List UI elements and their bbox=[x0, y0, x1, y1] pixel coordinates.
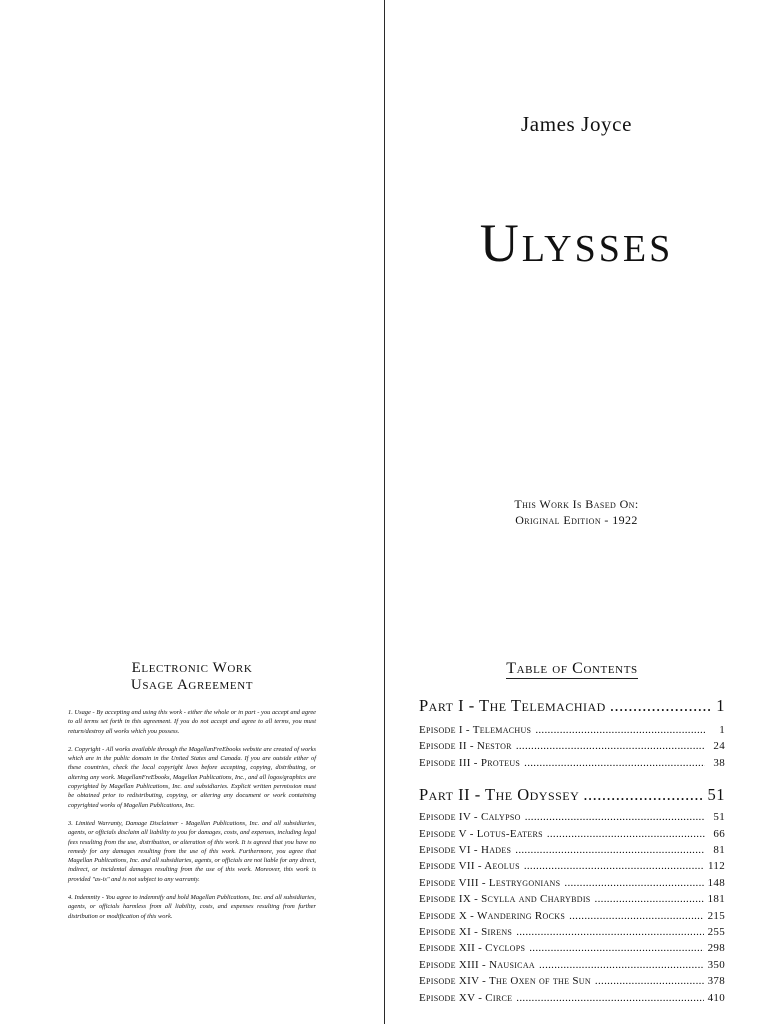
toc-leader-dots bbox=[525, 809, 705, 825]
edition-note bbox=[385, 496, 768, 528]
toc-leader-dots bbox=[524, 858, 704, 874]
toc-episode[interactable] bbox=[419, 990, 725, 1006]
toc-episode-page: 181 bbox=[707, 893, 725, 906]
toc-episode-label: Episode XIV - The Oxen of the Sun bbox=[419, 975, 591, 988]
toc-leader-dots bbox=[583, 785, 703, 805]
toc-episode-label: Episode XIII - Nausicaa bbox=[419, 958, 535, 971]
toc-episode-label: Episode VIII - Lestrygonians bbox=[419, 876, 561, 889]
toc-part-page: 1 bbox=[716, 696, 725, 715]
toc-episode[interactable] bbox=[419, 842, 725, 858]
edition-note-line: This Work Is Based On: bbox=[514, 497, 639, 511]
toc-episode-page: 410 bbox=[707, 991, 725, 1004]
toc-episode-label: Episode XV - Circe bbox=[419, 991, 513, 1004]
usage-agreement bbox=[68, 660, 316, 930]
toc-episode-list bbox=[419, 722, 725, 771]
agreement-title-line: Usage Agreement bbox=[130, 677, 254, 693]
toc-episode-label: Episode V - Lotus-Eaters bbox=[419, 827, 543, 840]
toc-episode-page: 81 bbox=[713, 844, 725, 857]
toc-episode[interactable] bbox=[419, 940, 725, 956]
toc-leader-dots bbox=[610, 696, 712, 716]
toc-episode-page: 378 bbox=[707, 975, 725, 988]
toc-episode-label: Episode VI - Hades bbox=[419, 844, 512, 857]
toc-episode-label: Episode I - Telemachus bbox=[419, 724, 532, 736]
toc-leader-dots bbox=[515, 842, 705, 858]
toc-episode-page: 112 bbox=[708, 860, 725, 873]
toc-episode-page: 24 bbox=[713, 740, 725, 753]
agreement-title-line: Electronic Work bbox=[131, 660, 253, 676]
toc-part-label: Part II - The Odyssey bbox=[419, 785, 580, 805]
toc-leader-dots bbox=[529, 940, 703, 956]
toc-episode-page: 350 bbox=[707, 958, 725, 971]
toc-leader-dots bbox=[516, 738, 705, 754]
toc-episode-list bbox=[419, 809, 725, 1006]
toc-episode[interactable] bbox=[419, 858, 725, 874]
toc-episode-page: 51 bbox=[713, 811, 725, 824]
agreement-clauses bbox=[68, 708, 316, 921]
toc-leader-dots bbox=[564, 875, 703, 891]
toc-part-page: 51 bbox=[707, 785, 725, 805]
toc-episode-label: Episode IX - Scylla and Charybdis bbox=[419, 893, 591, 906]
toc-episode[interactable] bbox=[419, 738, 725, 754]
agreement-clause-indemnity: 4. Indemnity - You agree to indemnify and hold Magellan Publications, Inc. and all subsidiaries, agents, or officials harmless from all liability, costs, and expenses resulting from further distribution or modification of this work. bbox=[68, 894, 316, 920]
toc-episode-label: Episode XII - Cyclops bbox=[419, 942, 526, 955]
toc-leader-dots bbox=[516, 924, 703, 940]
toc-episode[interactable] bbox=[419, 826, 725, 842]
toc-leader-dots bbox=[569, 908, 704, 924]
toc-episode-page: 215 bbox=[707, 909, 725, 922]
toc-leader-dots bbox=[516, 990, 703, 1006]
toc-leader-dots bbox=[595, 973, 704, 989]
toc-leader-dots bbox=[595, 891, 704, 907]
toc-episode[interactable] bbox=[419, 809, 725, 825]
agreement-clause-warranty: 3. Limited Warranty, Damage Disclaimer - Magellan Publications, Inc. and all subsidiaries, agents, or officials disclaim all liability to you for damages, costs, and expenses, including legal fees resulting from the use, distribution, or alteration of this work. It is agreed that you have no remedy for any damages resulting from the use of this work. Furthermore, you agree that Magellan Publications, Inc. and all subsidiaries, agents, or officials are not liable for any direct, indirect, or incidental damages resulting from the use of this work. Moreover, this work is provided "as-is" and is not subject to any warranty. bbox=[68, 819, 316, 883]
agreement-clause-copyright: 2. Copyright - All works available through the MagellanFreEbooks website are created of works which are in the public domain in the United States and Canada. If you are outside either of these countries, check the local copyright laws before accepting, copying, distributing, or altering any work. MagellanFreEbooks, Magellan Publications, Inc., and all logos/graphics are copyrighted by Magellan Publications, Inc. and subsidiaries. Explicit written permission must be obtained prior to redistributing, copying, or altering any document or work containing copyrighted works of Magellan Publications, Inc. bbox=[68, 745, 316, 809]
toc-leader-dots bbox=[524, 755, 705, 771]
table-of-contents bbox=[419, 660, 725, 1006]
toc-episode-label: Episode X - Wandering Rocks bbox=[419, 909, 566, 922]
toc-episode-label: Episode IV - Calypso bbox=[419, 811, 521, 824]
edition-note-line: Original Edition - 1922 bbox=[515, 513, 638, 527]
toc-episode[interactable] bbox=[419, 973, 725, 989]
toc-episode[interactable] bbox=[419, 924, 725, 940]
toc-episode[interactable] bbox=[419, 908, 725, 924]
toc-episode-page: 255 bbox=[707, 926, 725, 939]
toc-episode-label: Episode VII - Aeolus bbox=[419, 860, 520, 873]
toc-leader-dots bbox=[547, 826, 705, 842]
author-name: James Joyce bbox=[521, 112, 632, 136]
toc-episode-label: Episode III - Proteus bbox=[419, 756, 521, 769]
toc-episode-label: Episode II - Nestor bbox=[419, 740, 512, 753]
toc-episode[interactable] bbox=[419, 957, 725, 973]
toc-episode-label: Episode XI - Sirens bbox=[419, 926, 513, 939]
toc-episode[interactable] bbox=[419, 722, 725, 738]
toc-episode-page: 38 bbox=[713, 756, 725, 769]
book-title: Ulysses bbox=[479, 213, 674, 273]
toc-title bbox=[419, 660, 725, 678]
toc-episode[interactable] bbox=[419, 891, 725, 907]
toc-episode[interactable] bbox=[419, 755, 725, 771]
toc-part[interactable] bbox=[419, 785, 725, 805]
toc-episode-page: 66 bbox=[713, 827, 725, 840]
agreement-clause-usage: 1. Usage - By accepting and using this work - either the whole or in part - you accept and agree to all terms set forth in this agreement. If you do not accept and agree to all terms, you must return/destroy all works which you possess. bbox=[68, 709, 316, 735]
toc-episode-page: 1 bbox=[719, 724, 725, 736]
toc-episode-page: 148 bbox=[707, 876, 725, 889]
toc-part-label: Part I - The Telemachiad bbox=[419, 696, 606, 715]
toc-part[interactable] bbox=[419, 696, 725, 716]
toc-episode[interactable] bbox=[419, 875, 725, 891]
toc-episode-page: 298 bbox=[707, 942, 725, 955]
toc-title-text: Table of Contents bbox=[506, 660, 638, 677]
agreement-title bbox=[68, 660, 316, 694]
toc-leader-dots bbox=[539, 957, 704, 973]
toc-leader-dots bbox=[535, 722, 705, 738]
